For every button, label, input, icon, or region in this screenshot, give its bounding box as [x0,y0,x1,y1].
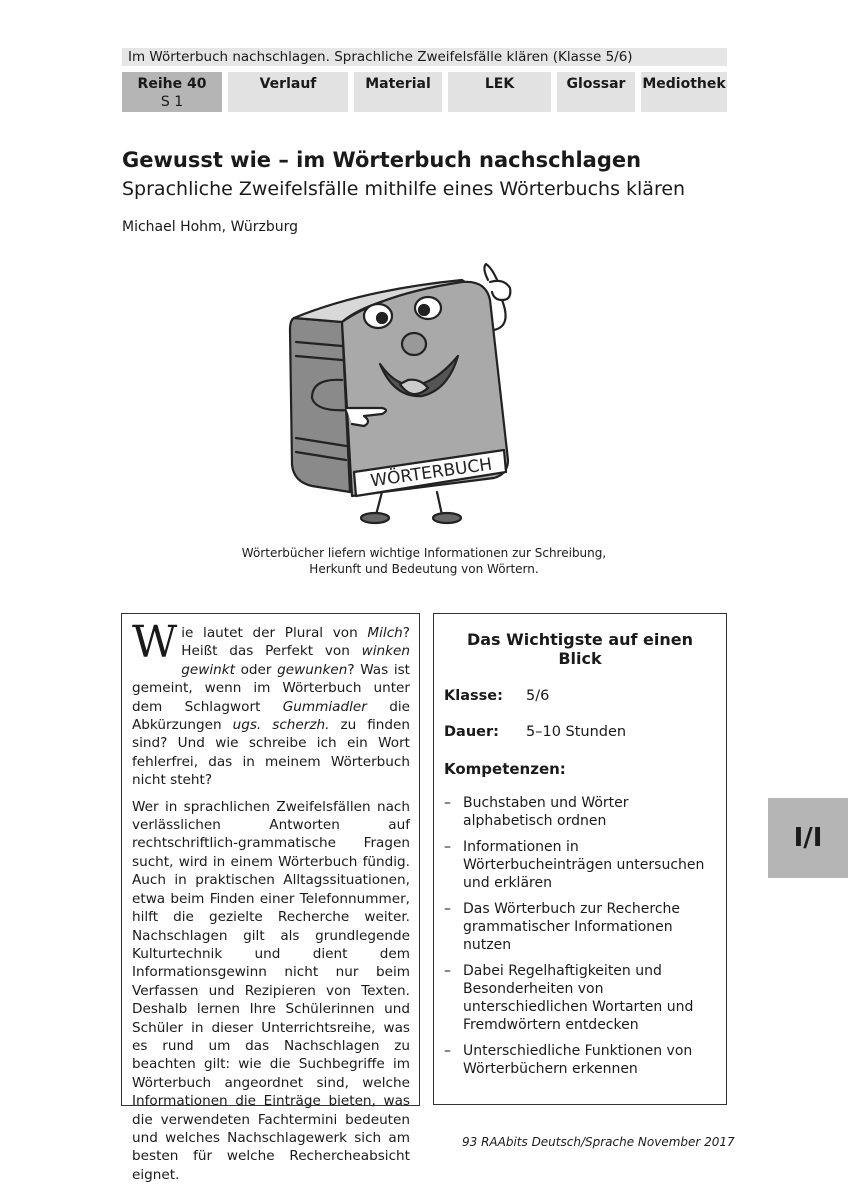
tab-lek[interactable]: LEK [448,72,551,112]
list-item: – Unterschiedliche Funktionen von Wörterbüchern erkennen [444,1042,716,1078]
summary-box [433,613,727,1105]
summary-title: Das Wichtigste auf einen Blick [466,630,694,668]
intro-paragraph-1: Wie lautet der Plural von Milch? Heißt das Perfekt von winken gewinkt oder gewunken? Was ist gemeint, wenn im Wörterbuch unter dem Schlagwort Gummiadler die Abkürzungen ugs. scherzh. zu finden sind? Und wie schreibe ich ein Wort fehlerfrei, das in meinem Wörterbuch nicht steht? [132,617,411,789]
dauer-row [444,724,716,740]
book-label: WÖRTERBUCH [369,454,494,492]
image-caption [200,545,648,577]
dropcap: W [132,617,178,668]
page-subtitle: Sprachliche Zweifelsfälle mithilfe eines Wörterbuchs klären [122,178,686,200]
dauer-value: 5–10 Stunden [526,724,627,740]
tab-mediothek[interactable]: Mediothek [641,72,727,112]
tab-reihe-label: Reihe 40 [137,76,207,92]
list-item: – Informationen in Wörterbucheinträgen untersuchen und erklären [444,838,716,892]
tab-verlauf[interactable]: Verlauf [228,72,348,112]
footer-source: 93 RAAbits Deutsch/Sprache November 2017 [462,1135,735,1149]
section-marker: I/I [768,798,848,878]
author: Michael Hohm, Würzburg [122,219,299,235]
page-title: Gewusst wie – im Wörterbuch nachschlagen [122,148,642,172]
kompetenzen-list [444,794,716,1078]
klasse-value: 5/6 [526,688,550,704]
klasse-label: Klasse: [444,688,503,704]
list-item: – Buchstaben und Wörter alphabetisch ordnen [444,794,716,830]
dauer-label: Dauer: [444,724,499,740]
klasse-row [444,688,716,704]
intro-paragraph-2: Wer in sprachlichen Zweifelsfällen nach verlässlichen Antworten auf rechtschriftlich-grammatische Fragen sucht, wird in einem Wörterbuch fündig. Auch in praktischen Alltagssituationen, etwa beim Finden einer Telefonnummer, hilft die gezielte Recherche weiter. Nachschlagen gilt als grundlegende Kulturtechnik und dient dem Informationsgewinn nicht nur beim Verfassen und Rezipieren von Texten. Deshalb lernen Ihre Schülerinnen und Schüler in dieser Unterrichtsreihe, was es rund um das Nachschlagen zu beachten gilt: wie die Suchbegriffe im Wörterbuch angeordnet sind, welche Informationen die Einträge bieten, was die verwendeten Fachtermini bedeuten und welches Nachschlagewerk sich am besten für welche Rechercheabsicht eignet. [132,798,410,1183]
series-title-bar: Im Wörterbuch nachschlagen. Sprachliche Zweifelsfälle klären (Klasse 5/6) [122,48,727,66]
caption-line-1: Wörterbücher liefern wichtige Informationen zur Schreibung, [241,546,607,560]
intro-text-box [121,613,420,1183]
tab-reihe[interactable] [122,72,222,112]
list-item: – Das Wörterbuch zur Recherche grammatischer Informationen nutzen [444,900,716,954]
tab-glossar[interactable]: Glossar [557,72,635,112]
kompetenzen-label: Kompetenzen: [444,760,566,778]
tab-material[interactable]: Material [354,72,442,112]
dictionary-mascot-illustration [272,260,532,532]
tab-reihe-page: S 1 [160,94,184,110]
nav-tabs [122,72,727,112]
list-item: – Dabei Regelhaftigkeiten und Besonderheiten von unterschiedlichen Wortarten und Fremdwörtern entdecken [444,962,716,1034]
caption-line-2: Herkunft und Bedeutung von Wörtern. [309,562,539,576]
